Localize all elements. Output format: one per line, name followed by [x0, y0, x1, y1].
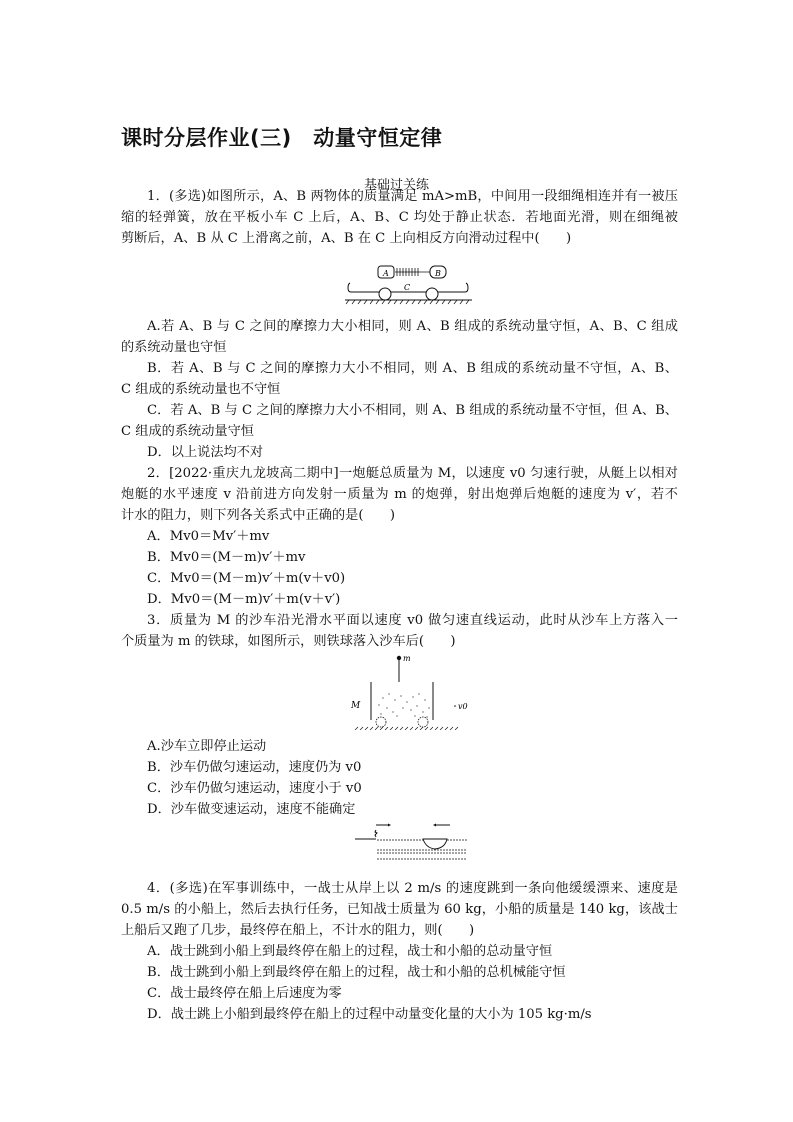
q4-stem-line-1: 4．(多选)在军事训练中，一战士从岸上以 2 m/s 的速度跳到一条向他缓缓漂来、速度是 — [147, 881, 678, 896]
spring — [395, 268, 430, 276]
q3-stem-line-2: 个质量为 m 的铁球，如图所示，则铁球落入沙车后( ) — [121, 634, 456, 649]
label-v0: v0 — [458, 702, 468, 711]
q2-stem-line-1: 2．[2022·重庆九龙坡高二期中]一炮艇总质量为 M，以速度 v0 匀速行驶，从艇上以相对 — [147, 466, 678, 481]
q2-option-b: B．Mv0＝(M－m)v′＋mv — [147, 550, 306, 565]
q1-option-b-line-2: C 组成的系统动量也不守恒 — [121, 382, 281, 397]
boat-hull — [423, 839, 447, 849]
wheel-left — [379, 288, 391, 300]
q1-option-a-line-1: A.若 A、B 与 C 之间的摩擦力大小相同，则 A、B 组成的系统动量守恒，A、B、C 组成 — [147, 319, 678, 334]
q2-option-c: C．Mv0＝(M－m)v′＋m(v＋v0) — [147, 571, 346, 586]
ground-hatch — [355, 727, 458, 730]
q4-stem-line-2: 0.5 m/s 的小船上，然后去执行任务，已知战士质量为 60 kg，小船的质量是 140 kg，该战士 — [121, 902, 678, 917]
q1-option-c-line-1: C．若 A、B 与 C 之间的摩擦力大小不相同，则 A、B 组成的系统动量不守恒，但 A、B、 — [147, 403, 678, 418]
q1-option-b-line-1: B．若 A、B 与 C 之间的摩擦力大小不相同，则 A、B 组成的系统动量不守恒，A、B、 — [147, 361, 678, 376]
ground-hatch — [346, 300, 469, 304]
q1-stem-line-2: 缩的轻弹簧，放在平板小车 C 上后，A、B、C 均处于静止状态．若地面光滑，则在细绳被 — [121, 210, 678, 225]
wheel-right — [426, 288, 438, 300]
q3-option-c: C．沙车仍做匀速运动，速度小于 v0 — [147, 781, 362, 796]
wheel-right — [418, 717, 428, 727]
q4-option-d: D．战士跳上小船到最终停在船上的过程中动量变化量的大小为 105 kg·m/s — [147, 1007, 592, 1022]
q3-figure-sand-cart — [345, 650, 480, 730]
soldier-icon — [375, 830, 377, 837]
q1-option-a-line-2: 的系统动量也守恒 — [121, 340, 227, 355]
q3-option-b: B．沙车仍做匀速运动，速度仍为 v0 — [147, 760, 362, 775]
q1-stem-line-3: 剪断后，A、B 从 C 上滑离之前，A、B 在 C 上向相反方向滑动过程中( ) — [121, 231, 572, 246]
q3-option-d: D．沙车做变速运动，速度不能确定 — [147, 802, 356, 817]
q4-figure-boat — [350, 822, 470, 862]
wheel-left — [376, 717, 386, 727]
q2-stem-line-3: 计水的阻力，则下列各关系式中正确的是( ) — [121, 508, 396, 523]
sand-dots — [378, 693, 429, 717]
q3-option-a: A.沙车立即停止运动 — [147, 739, 267, 754]
q3-stem-line-1: 3．质量为 M 的沙车沿光滑水平面以速度 v0 做匀速直线运动，此时从沙车上方落入一 — [147, 613, 678, 628]
q4-option-b: B．战士跳到小船上到最终停在船上的过程，战士和小船的总机械能守恒 — [147, 965, 566, 980]
q2-stem-line-2: 炮艇的水平速度 v 沿前进方向发射一质量为 m 的炮弹，射出炮弹后炮艇的速度为 v′，若不 — [121, 487, 678, 502]
q1-option-d: D．以上说法均不对 — [147, 445, 264, 460]
q4-stem-line-3: 上船后又跑了几步，最终停在船上，不计水的阻力，则( ) — [121, 923, 475, 938]
q4-option-c: C．战士最终停在船上后速度为零 — [147, 986, 342, 1001]
velocity-dot — [454, 705, 456, 707]
label-c: C — [404, 283, 411, 292]
q2-option-d: D．Mv0＝(M－m)v′＋m(v＋v′) — [147, 592, 341, 607]
label-M: M — [351, 701, 361, 711]
q1-stem-line-1: 1．(多选)如图所示，A、B 两物体的质量满足 mA>mB，中间用一段细绳相连并有一被压 — [147, 189, 678, 204]
label-b: B — [435, 269, 441, 278]
page-title: 课时分层作业(三) 动量守恒定律 — [121, 126, 443, 150]
label-a: A — [383, 269, 389, 278]
q1-option-c-line-2: C 组成的系统动量守恒 — [121, 424, 254, 439]
section-heading: 基础过关练 — [363, 178, 429, 193]
q1-figure-cart — [340, 262, 475, 306]
q4-option-a: A．战士跳到小船上到最终停在船上的过程，战士和小船的总动量守恒 — [147, 944, 553, 959]
q2-option-a: A．Mv0＝Mv′＋mv — [147, 529, 270, 544]
label-m: m — [403, 654, 411, 663]
